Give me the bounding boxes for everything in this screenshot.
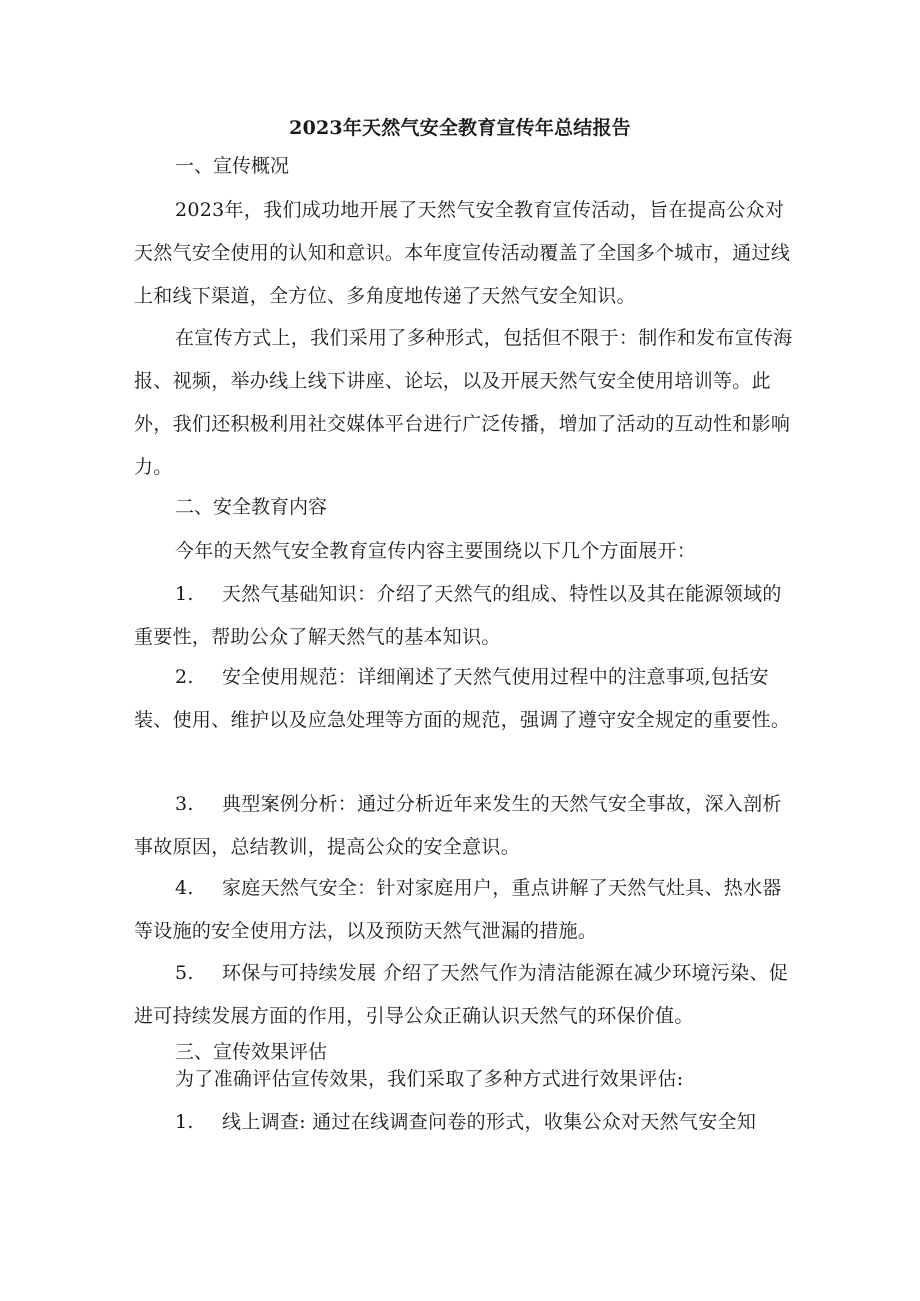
list-number: 3. bbox=[175, 793, 194, 815]
document-title: 2023年天然气安全教育宣传年总结报告 bbox=[289, 117, 631, 139]
list-item-text: 家庭天然气安全：针对家庭用户，重点讲解了天然气灶具、热水器等设施的安全使用方法，以及预防天然气泄漏的措施。 bbox=[134, 877, 782, 942]
section-1-paragraph-1: 2023年，我们成功地开展了天然气安全教育宣传活动，旨在提高公众对天然气安全使用的认知和意识。本年度宣传活动覆盖了全国多个城市，通过线上和线下渠道，全方位、多角度地传递了天然气安全知识。 bbox=[134, 199, 791, 307]
list-item bbox=[134, 656, 794, 742]
list-item-text: 环保与可持续发展 介绍了天然气作为清洁能源在减少环境污染、促进可持续发展方面的作用，引导公众正确认识天然气的环保价值。 bbox=[134, 962, 789, 1027]
list-number: 1. bbox=[175, 583, 194, 605]
section-2-heading: 二、安全教育内容 bbox=[175, 496, 328, 518]
section-3-heading: 三、宣传效果评估 bbox=[175, 1041, 328, 1063]
list-number: 2. bbox=[175, 666, 194, 688]
list-item-text: 线上调查: 通过在线调查问卷的形式，收集公众对天然气安全知 bbox=[222, 1111, 757, 1133]
section-1-heading: 一、宣传概况 bbox=[175, 155, 290, 177]
list-number: 1. bbox=[175, 1111, 194, 1133]
section-1-paragraph-2: 在宣传方式上，我们采用了多种形式，包括但不限于：制作和发布宣传海报、视频，举办线上线下讲座、论坛，以及开展天然气安全使用培训等。此外，我们还积极利用社交媒体平台进行广泛传播，增加了活动的互动性和影响力。 bbox=[134, 327, 793, 478]
section-3-intro: 为了准确评估宣传效果，我们采取了多种方式进行效果评估: bbox=[175, 1068, 684, 1090]
list-number: 4. bbox=[175, 877, 194, 899]
list-item bbox=[134, 1101, 794, 1144]
list-item bbox=[134, 952, 794, 1038]
list-item bbox=[134, 573, 794, 659]
list-item bbox=[134, 867, 794, 953]
list-item-text: 典型案例分析：通过分析近年来发生的天然气安全事故，深入剖析事故原因，总结教训，提高公众的安全意识。 bbox=[134, 793, 782, 858]
list-item-text: 安全使用规范：详细阐述了天然气使用过程中的注意事项,包括安装、使用、维护以及应急处理等方面的规范，强调了遵守安全规定的重要性。 bbox=[134, 666, 791, 731]
list-item-text: 天然气基础知识：介绍了天然气的组成、特性以及其在能源领域的重要性，帮助公众了解天然气的基本知识。 bbox=[134, 583, 782, 648]
list-number: 5. bbox=[175, 962, 194, 984]
section-2-intro: 今年的天然气安全教育宣传内容主要围绕以下几个方面展开： bbox=[175, 540, 697, 562]
list-item bbox=[134, 783, 794, 869]
